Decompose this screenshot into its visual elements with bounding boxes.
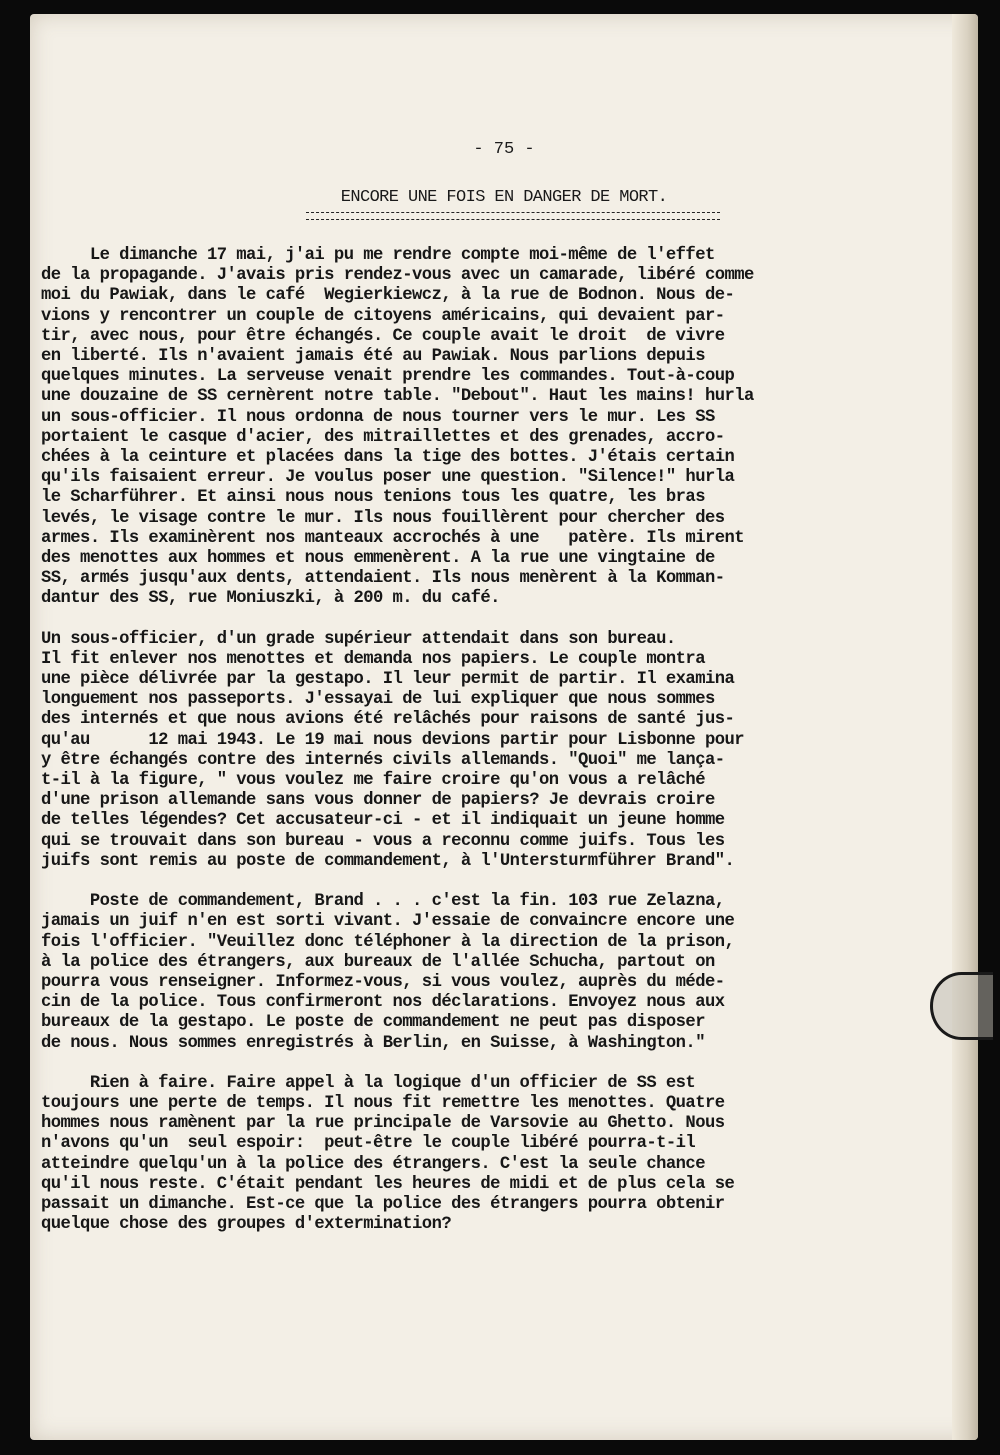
text-line: moi du Pawiak, dans le café Wegierkiewcz, à la rue de Bodnon. Nous de- <box>41 286 735 306</box>
text-line: quelques minutes. La serveuse venait prendre les commandes. Tout-à-coup <box>41 367 735 387</box>
text-line: Poste de commandement, Brand . . . c'est la fin. 103 rue Zelazna, <box>41 892 725 912</box>
text-line: une pièce délivrée par la gestapo. Il leur permit de partir. Il examina <box>41 670 735 690</box>
text-line: quelque chose des groupes d'extermination? <box>41 1215 452 1235</box>
text-line: Rien à faire. Faire appel à la logique d'un officier de SS est <box>41 1073 696 1093</box>
text-line: des internés et que nous avions été relâchés pour raisons de santé jus- <box>41 710 735 730</box>
text-line: Un sous-officier, d'un grade supérieur attendait dans son bureau. <box>41 629 676 649</box>
text-line: tir, avec nous, pour être échangés. Ce couple avait le droit de vivre <box>41 326 725 346</box>
text-line: armes. Ils examinèrent nos manteaux accrochés à une patère. Ils mirent <box>41 528 745 548</box>
text-line: qu'ils faisaient erreur. Je voulus poser une question. "Silence!" hurla <box>41 468 735 488</box>
text-line: hommes nous ramènent par la rue principale de Varsovie au Ghetto. Nous <box>41 1114 725 1134</box>
text-line: chées à la ceinture et placées dans la tige des bottes. J'étais certain <box>41 448 735 468</box>
text-line: longuement nos passeports. J'essayai de lui expliquer que nous sommes <box>41 690 715 710</box>
text-line: Il fit enlever nos menottes et demanda nos papiers. Le couple montra <box>41 649 705 669</box>
text-line: vions y rencontrer un couple de citoyens américains, qui devaient par- <box>41 306 725 326</box>
text-line: bureaux de la gestapo. Le poste de commandement ne peut pas disposer <box>41 1013 705 1033</box>
paragraph <box>41 892 961 1054</box>
text-line: des menottes aux hommes et nous emmenèrent. A la rue une vingtaine de <box>41 549 715 569</box>
text-line: atteindre quelqu'un à la police des étrangers. C'est la seule chance <box>41 1154 705 1174</box>
text-line: juifs sont remis au poste de commandement, à l'Untersturmführer Brand". <box>41 851 735 871</box>
title-underline <box>306 212 720 220</box>
text-line: fois l'officier. "Veuillez donc téléphoner à la direction de la prison, <box>41 932 735 952</box>
text-line: qui se trouvait dans son bureau - vous a reconnu comme juifs. Tous les <box>41 831 725 851</box>
text-line: toujours une perte de temps. Il nous fit remettre les menottes. Quatre <box>41 1093 725 1113</box>
text-line: de telles légendes? Cet accusateur-ci - et il indiquait un jeune homme <box>41 811 725 831</box>
text-line: un sous-officier. Il nous ordonna de nous tourner vers le mur. Les SS <box>41 407 715 427</box>
text-line: de la propagande. J'avais pris rendez-vous avec un camarade, libéré comme <box>41 266 754 286</box>
body-text <box>41 246 961 1255</box>
binder-clip <box>930 972 993 1040</box>
text-line: à la police des étrangers, aux bureaux de l'allée Schucha, partout on <box>41 952 715 972</box>
text-line: le Scharführer. Et ainsi nous nous tenions tous les quatre, les bras <box>41 488 705 508</box>
text-line: SS, armés jusqu'aux dents, attendaient. Ils nous menèrent à la Komman- <box>41 569 725 589</box>
text-line: de nous. Nous sommes enregistrés à Berlin, en Suisse, à Washington." <box>41 1033 705 1053</box>
text-line: qu'au 12 mai 1943. Le 19 mai nous devions partir pour Lisbonne pour <box>41 730 745 750</box>
text-line: pourra vous renseigner. Informez-vous, si vous voulez, auprès du méde- <box>41 972 725 992</box>
paragraph <box>41 246 961 610</box>
text-line: jamais un juif n'en est sorti vivant. J'essaie de convaincre encore une <box>41 912 735 932</box>
page-number: - 75 - <box>473 140 535 159</box>
text-line: cin de la police. Tous confirmeront nos déclarations. Envoyez nous aux <box>41 993 725 1013</box>
text-line: une douzaine de SS cernèrent notre table. "Debout". Haut les mains! hurla <box>41 387 754 407</box>
text-line: t-il à la figure, " vous voulez me faire croire qu'on vous a relâché <box>41 771 705 791</box>
text-line: qu'il nous reste. C'était pendant les heures de midi et de plus cela se <box>41 1174 735 1194</box>
text-line: n'avons qu'un seul espoir: peut-être le couple libéré pourra-t-il <box>41 1134 696 1154</box>
text-line: dantur des SS, rue Moniuszki, à 200 m. du café. <box>41 589 500 609</box>
text-line: passait un dimanche. Est-ce que la police des étrangers pourra obtenir <box>41 1194 725 1214</box>
paragraph <box>41 630 961 872</box>
text-line: portaient le casque d'acier, des mitraillettes et des grenades, accro- <box>41 427 725 447</box>
paragraph <box>41 1074 961 1236</box>
chapter-title: ENCORE UNE FOIS EN DANGER DE MORT. <box>340 188 668 207</box>
text-line: y être échangés contre des internés civils allemands. "Quoi" me lança- <box>41 750 725 770</box>
text-line: Le dimanche 17 mai, j'ai pu me rendre compte moi-même de l'effet <box>41 246 715 265</box>
text-line: d'une prison allemande sans vous donner de papiers? Je devrais croire <box>41 791 715 811</box>
text-line: levés, le visage contre le mur. Ils nous fouillèrent pour chercher des <box>41 508 725 528</box>
text-line: en liberté. Ils n'avaient jamais été au Pawiak. Nous parlions depuis <box>41 347 705 367</box>
typewritten-page <box>30 14 978 1440</box>
